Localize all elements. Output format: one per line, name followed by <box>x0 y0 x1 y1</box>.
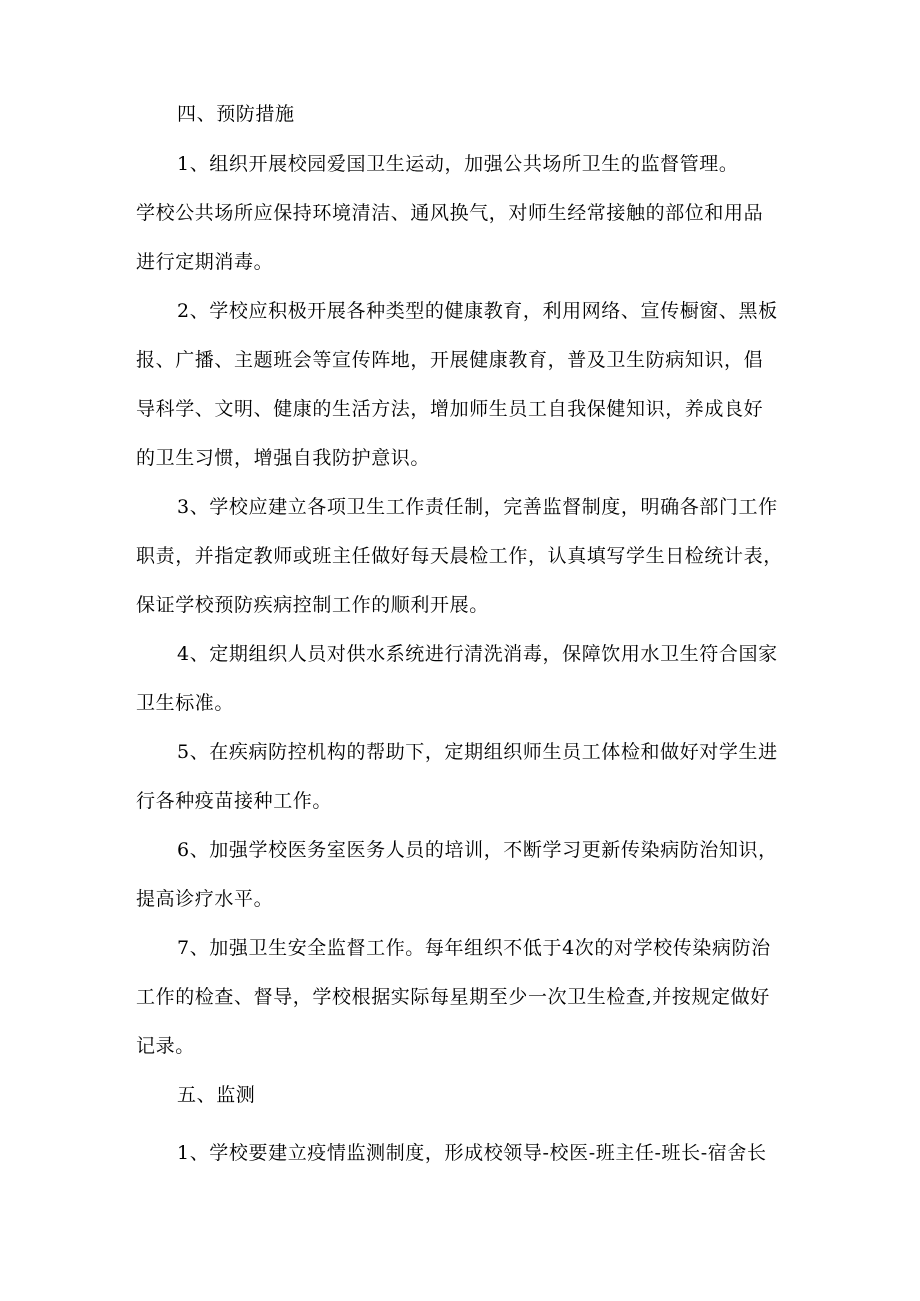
paragraph-2-line-3: 导科学、文明、健康的生活方法，增加师生员工自我保健知识，养成良好 <box>136 398 764 420</box>
paragraph-1-line-3: 进行定期消毒。 <box>136 251 274 273</box>
paragraph-1-line-2: 学校公共场所应保持环境清洁、通风换气，对师生经常接触的部位和用品 <box>136 202 764 224</box>
paragraph-7-line-3: 记录。 <box>136 1035 195 1057</box>
paragraph-6-line-1: 6、加强学校医务室医务人员的培训，不断学习更新传染病防治知识， <box>177 839 778 861</box>
paragraph-4-line-2: 卫生标准。 <box>136 692 235 714</box>
paragraph-2-line-4: 的卫生习惯，增强自我防护意识。 <box>136 447 431 469</box>
paragraph-2-line-1: 2、学校应积极开展各种类型的健康教育，利用网络、宣传橱窗、黑板 <box>177 300 778 322</box>
paragraph-6-line-2: 提高诊疗水平。 <box>136 888 274 910</box>
paragraph-4-line-1: 4、定期组织人员对供水系统进行清洗消毒，保障饮用水卫生符合国家 <box>177 643 778 665</box>
paragraph-7-line-1: 7、加强卫生安全监督工作。每年组织不低于4次的对学校传染病防治 <box>177 937 771 959</box>
paragraph-3-line-3: 保证学校预防疾病控制工作的顺利开展。 <box>136 594 489 616</box>
paragraph-2-line-2: 报、广播、主题班会等宣传阵地，开展健康教育，普及卫生防病知识，倡 <box>136 349 764 371</box>
paragraph-3-line-2: 职责，并指定教师或班主任做好每天晨检工作，认真填写学生日检统计表， <box>136 545 783 567</box>
section-heading-monitoring: 五、监测 <box>177 1084 256 1106</box>
paragraph-5-line-2: 行各种疫苗接种工作。 <box>136 790 333 812</box>
paragraph-7-line-2: 工作的检查、督导，学校根据实际每星期至少一次卫生检查,并按规定做好 <box>136 986 770 1008</box>
monitoring-paragraph-1-line-1: 1、学校要建立疫情监测制度，形成校领导-校医-班主任-班长-宿舍长 <box>177 1142 767 1164</box>
paragraph-3-line-1: 3、学校应建立各项卫生工作责任制，完善监督制度，明确各部门工作 <box>177 496 778 518</box>
paragraph-5-line-1: 5、在疾病防控机构的帮助下，定期组织师生员工体检和做好对学生进 <box>177 741 778 763</box>
paragraph-1-line-1: 1、组织开展校园爱国卫生运动，加强公共场所卫生的监督管理。 <box>177 153 739 175</box>
section-heading-prevention: 四、预防措施 <box>177 103 295 125</box>
